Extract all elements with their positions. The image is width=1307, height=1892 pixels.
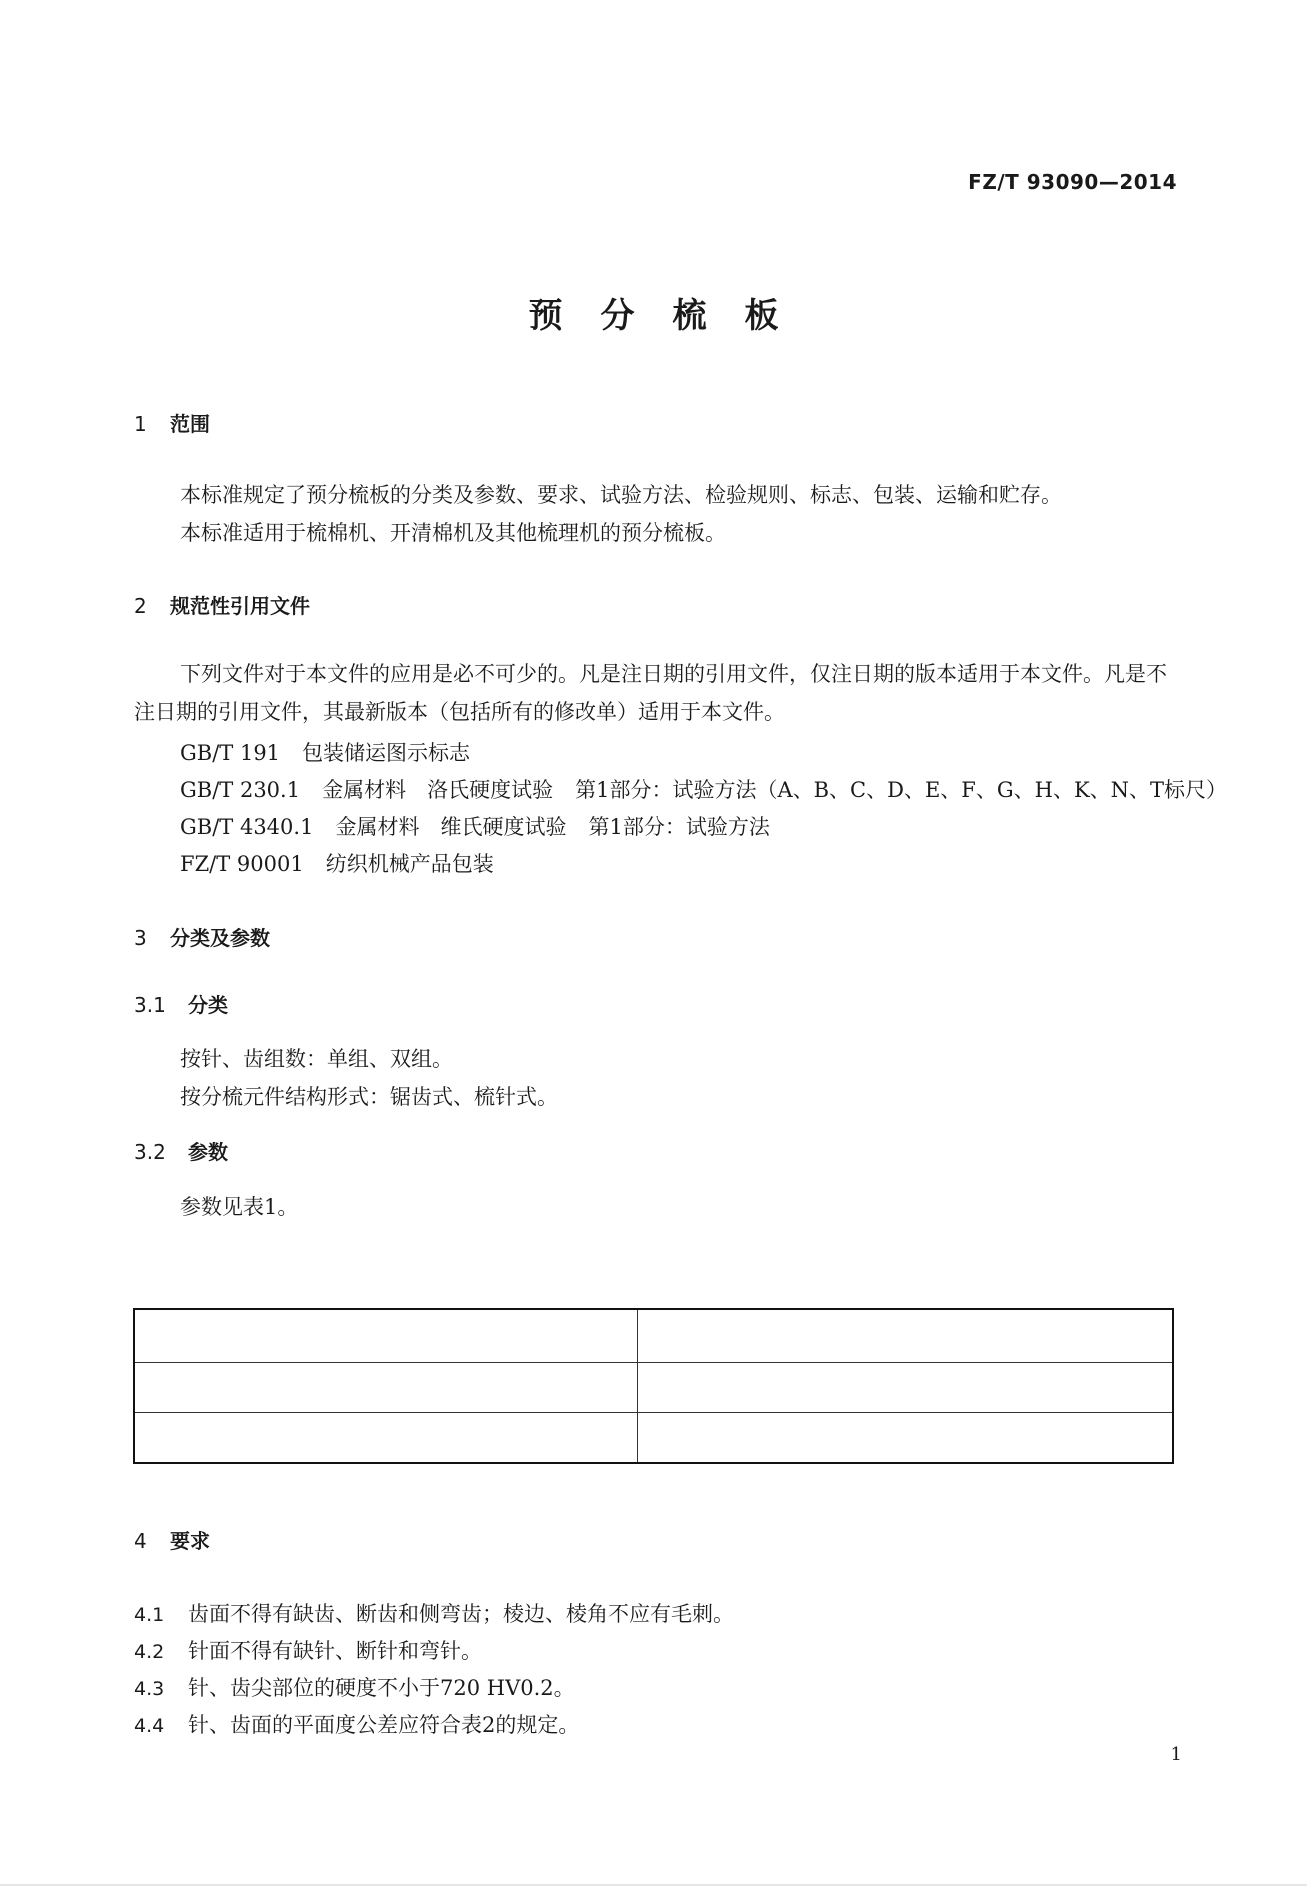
reference-item — [180, 848, 516, 878]
page-bottom-divider — [0, 1884, 1307, 1886]
table-cell — [638, 1413, 1174, 1464]
reference-part: 第1部分：试验方法 — [588, 815, 770, 839]
section-3-2-heading — [134, 1136, 228, 1165]
table-row — [134, 1363, 1173, 1413]
section-number: 1 — [134, 412, 147, 436]
section-3-1-heading — [134, 989, 228, 1018]
classification-line-2: 按分梳元件结构形式：锯齿式、梳针式。 — [180, 1085, 558, 1109]
section-title: 范围 — [170, 412, 210, 436]
standard-code: FZ/T 93090—2014 — [968, 170, 1177, 194]
section-1-heading — [134, 408, 210, 437]
table-header-parameter — [638, 1309, 1174, 1363]
page-number: 1 — [1170, 1744, 1182, 1765]
reference-title: 纺织机械产品包装 — [325, 852, 494, 876]
requirement-item — [134, 1672, 575, 1702]
requirement-text: 针、齿尖部位的硬度不小于720 HV0.2。 — [188, 1676, 575, 1700]
scope-paragraph-2: 本标准适用于梳棉机、开清棉机及其他梳理机的预分梳板。 — [180, 521, 726, 545]
requirement-item — [134, 1598, 734, 1628]
reference-code: GB/T 191 — [180, 741, 281, 765]
reference-title: 金属材料 洛氏硬度试验 — [322, 778, 554, 802]
requirement-text: 齿面不得有缺齿、断齿和侧弯齿；棱边、棱角不应有毛刺。 — [188, 1602, 734, 1626]
reference-code: GB/T 230.1 — [180, 778, 301, 802]
requirement-item — [134, 1635, 482, 1665]
section-2-heading — [134, 590, 310, 619]
subsection-number: 3.2 — [134, 1140, 166, 1164]
requirement-number: 4.3 — [134, 1678, 165, 1700]
reference-code: FZ/T 90001 — [180, 852, 304, 876]
reference-item — [180, 811, 770, 841]
subsection-title: 分类 — [188, 993, 228, 1017]
scope-paragraph-1: 本标准规定了预分梳板的分类及参数、要求、试验方法、检验规则、标志、包装、运输和贮存。 — [180, 483, 1062, 507]
requirement-number: 4.1 — [134, 1604, 165, 1626]
document-title: 预分梳板 — [528, 296, 817, 336]
section-title: 分类及参数 — [170, 926, 270, 950]
requirement-number: 4.2 — [134, 1641, 165, 1663]
parameters-table — [133, 1308, 1174, 1464]
table-header-item — [134, 1309, 638, 1363]
reference-title: 金属材料 维氏硬度试验 — [335, 815, 567, 839]
section-title: 要求 — [170, 1529, 210, 1553]
section-3-heading — [134, 922, 270, 951]
requirement-text: 针面不得有缺针、断针和弯针。 — [188, 1639, 482, 1663]
section-number: 4 — [134, 1529, 147, 1553]
table-cell — [134, 1363, 638, 1413]
requirement-item — [134, 1709, 579, 1739]
reference-code: GB/T 4340.1 — [180, 815, 314, 839]
classification-line-1: 按针、齿组数：单组、双组。 — [180, 1047, 453, 1071]
reference-title: 包装储运图示标志 — [302, 741, 471, 765]
section-title: 规范性引用文件 — [170, 594, 310, 618]
table-header-row — [134, 1309, 1173, 1363]
subsection-title: 参数 — [188, 1140, 228, 1164]
section-number: 3 — [134, 926, 147, 950]
parameters-line: 参数见表1。 — [180, 1195, 299, 1219]
reference-item — [180, 774, 1227, 804]
reference-part: 第1部分：试验方法（A、B、C、D、E、F、G、H、K、N、T标尺） — [575, 778, 1228, 802]
requirement-number: 4.4 — [134, 1715, 165, 1737]
table-row — [134, 1413, 1173, 1464]
references-intro: 下列文件对于本文件的应用是必不可少的。凡是注日期的引用文件，仅注日期的版本适用于本文件。凡是不注日期的引用文件，其最新版本（包括所有的修改单）适用于本文件。 — [134, 662, 1167, 724]
table-cell — [134, 1413, 638, 1464]
section-4-heading — [134, 1525, 210, 1554]
requirement-text: 针、齿面的平面度公差应符合表2的规定。 — [188, 1713, 580, 1737]
table-cell — [638, 1363, 1174, 1413]
reference-item — [180, 737, 492, 767]
section-number: 2 — [134, 594, 147, 618]
subsection-number: 3.1 — [134, 993, 166, 1017]
